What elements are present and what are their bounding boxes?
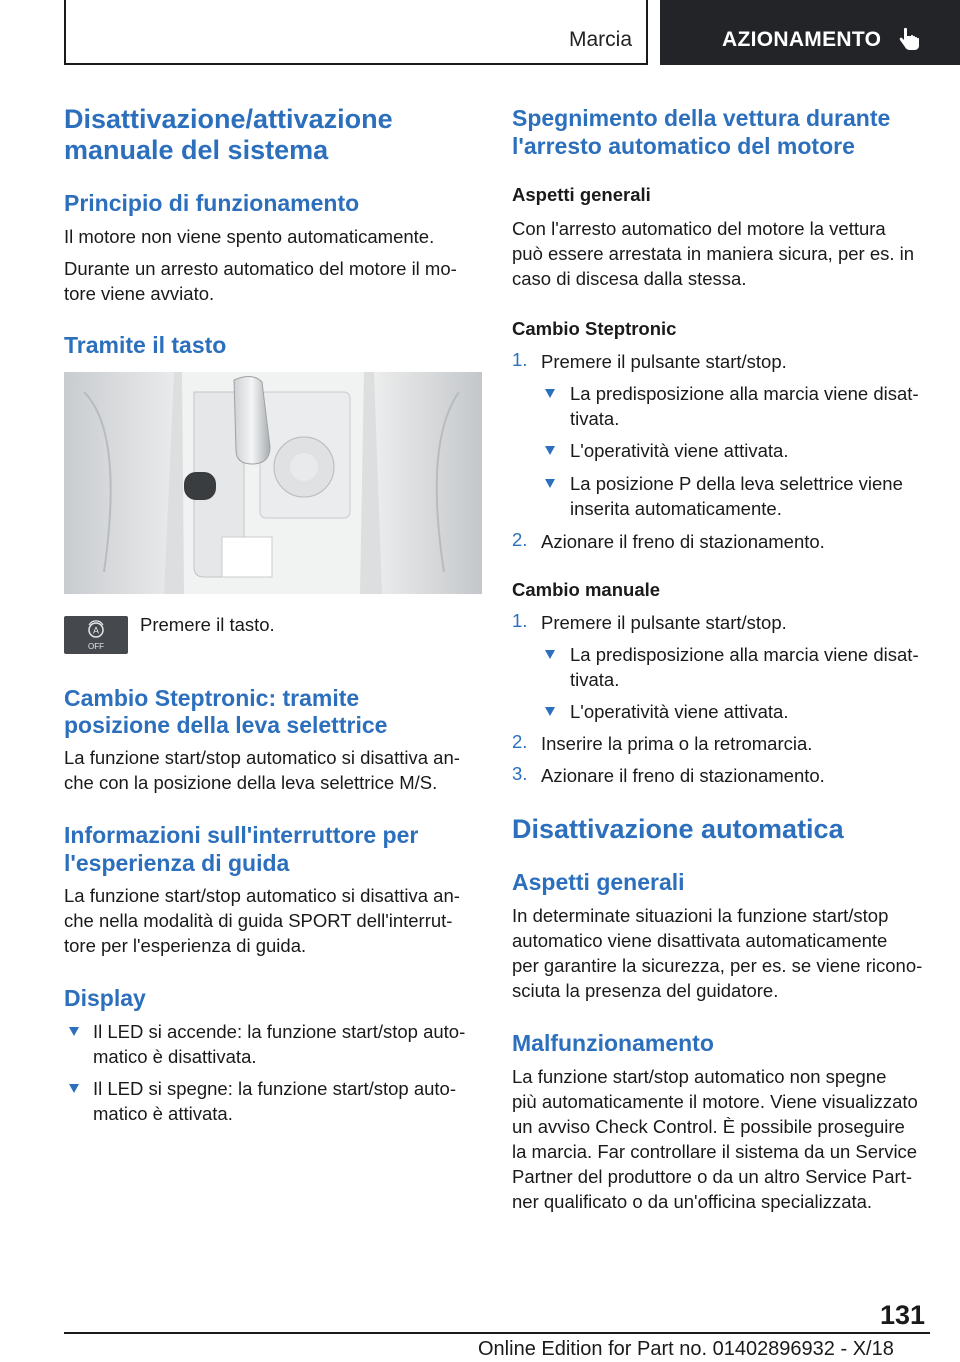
header-section-title: Marcia bbox=[568, 28, 632, 51]
paragraph-aspetti2-1: In determinate situazioni la funzione start/stop bbox=[512, 905, 889, 926]
bullet-triangle-icon bbox=[69, 1027, 79, 1036]
paragraph-info-1: La funzione start/stop automatico si disattiva an- bbox=[64, 885, 460, 906]
manuale-sub-1-line-1: La predisposizione alla marcia viene disat- bbox=[570, 644, 919, 665]
heading-cambio-2: posizione della leva selettrice bbox=[64, 712, 388, 738]
heading-malfunzionamento: Malfunzionamento bbox=[512, 1030, 714, 1056]
steptronic-sub-1-line-1: La predisposizione alla marcia viene disat- bbox=[570, 383, 919, 404]
manuale-sub-2-line-1: L'operatività viene attivata. bbox=[570, 701, 789, 722]
paragraph-aspetti2-4: sciuta la presenza del guidatore. bbox=[512, 980, 779, 1001]
manuale-step-2: Inserire la prima o la retromarcia. bbox=[541, 733, 813, 754]
bullet-triangle-icon bbox=[545, 650, 555, 659]
footer-divider bbox=[64, 1332, 930, 1334]
manuale-step-3: Azionare il freno di stazionamento. bbox=[541, 765, 825, 786]
paragraph-malf-3: un avviso Check Control. È possibile proseguire bbox=[512, 1116, 905, 1137]
svg-text:OFF: OFF bbox=[88, 642, 104, 651]
steptronic-sub-1-line-2: tivata. bbox=[570, 408, 620, 429]
page-number: 131 bbox=[880, 1300, 926, 1330]
heading-disattivazione-automatica: Disattivazione automatica bbox=[512, 814, 844, 844]
paragraph-principio-1: Il motore non viene spento automaticamente. bbox=[64, 226, 435, 247]
display-item-1-line-2: matico è disattivata. bbox=[93, 1046, 257, 1067]
manuale-step-1: Premere il pulsante start/stop. bbox=[541, 612, 787, 633]
page-header bbox=[0, 0, 960, 66]
heading-spegnimento-2: l'arresto automatico del motore bbox=[512, 133, 855, 159]
bullet-triangle-icon bbox=[545, 446, 555, 455]
manuale-sub-1-line-2: tivata. bbox=[570, 669, 620, 690]
steptronic-sub-2-line-1: L'operatività viene attivata. bbox=[570, 440, 789, 461]
paragraph-cambio-1: La funzione start/stop automatico si disattiva an- bbox=[64, 747, 460, 768]
button-caption: Premere il tasto. bbox=[140, 614, 275, 635]
steptronic-step-1: Premere il pulsante start/stop. bbox=[541, 351, 787, 372]
heading-info-1: Informazioni sull'interruttore per bbox=[64, 822, 419, 848]
paragraph-aspetti-1: Con l'arresto automatico del motore la vettura bbox=[512, 218, 886, 239]
paragraph-malf-6: ner qualificato o da un'officina specializzata. bbox=[512, 1191, 873, 1212]
steptronic-step-2: Azionare il freno di stazionamento. bbox=[541, 531, 825, 552]
heading-principio: Principio di funzionamento bbox=[64, 190, 360, 216]
heading-spegnimento-1: Spegnimento della vettura durante bbox=[512, 105, 891, 131]
heading-display: Display bbox=[64, 985, 146, 1011]
subheading-cambio-manuale: Cambio manuale bbox=[512, 579, 661, 600]
paragraph-cambio-2: che con la posizione della leva selettrice M/S. bbox=[64, 772, 438, 793]
hand-pointer-icon bbox=[896, 26, 922, 52]
paragraph-info-2: che nella modalità di guida SPORT dell'interrut- bbox=[64, 910, 453, 931]
display-item-1-line-1: Il LED si accende: la funzione start/stop auto- bbox=[93, 1021, 466, 1042]
step-number: 1. bbox=[512, 610, 528, 631]
steptronic-sub-3-line-2: inserita automaticamente. bbox=[570, 498, 782, 519]
display-item-2-line-1: Il LED si spegne: la funzione start/stop auto- bbox=[93, 1078, 457, 1099]
paragraph-aspetti2-3: per garantire la sicurezza, per es. se viene ricono- bbox=[512, 955, 923, 976]
heading-cambio-1: Cambio Steptronic: tramite bbox=[64, 685, 360, 711]
paragraph-malf-1: La funzione start/stop automatico non spegne bbox=[512, 1066, 887, 1087]
heading-disattivazione: Disattivazione/attivazione manuale del sistema bbox=[64, 104, 393, 165]
header-section-box bbox=[64, 0, 648, 65]
bullet-triangle-icon bbox=[545, 389, 555, 398]
bullet-triangle-icon bbox=[545, 707, 555, 716]
header-chapter-label: AZIONAMENTO bbox=[722, 28, 882, 51]
header-chapter-tab bbox=[660, 0, 960, 65]
gear-selector-console-illustration bbox=[64, 372, 482, 594]
console-photo bbox=[64, 372, 482, 594]
steptronic-sub-3-line-1: La posizione P della leva selettrice viene bbox=[570, 473, 903, 494]
auto-start-stop-off-icon bbox=[64, 616, 128, 654]
paragraph-info-3: tore per l'esperienza di guida. bbox=[64, 935, 307, 956]
bullet-triangle-icon bbox=[69, 1084, 79, 1093]
bullet-triangle-icon bbox=[545, 479, 555, 488]
step-number: 2. bbox=[512, 529, 528, 550]
heading-info-2: l'esperienza di guida bbox=[64, 850, 290, 876]
step-number: 1. bbox=[512, 349, 528, 370]
footer-edition-text: Online Edition for Part no. 01402896932 - X/18 bbox=[478, 1338, 894, 1360]
step-number: 3. bbox=[512, 763, 528, 784]
paragraph-malf-2: più automaticamente il motore. Viene visualizzato bbox=[512, 1091, 918, 1112]
paragraph-malf-4: la marcia. Far controllare il sistema da un Service bbox=[512, 1141, 918, 1162]
heading-tramite: Tramite il tasto bbox=[64, 332, 227, 358]
svg-text:A: A bbox=[92, 625, 100, 636]
paragraph-aspetti2-2: automatico viene disattivata automaticamente bbox=[512, 930, 888, 951]
paragraph-aspetti-3: caso di discesa dalla stessa. bbox=[512, 268, 747, 289]
paragraph-principio-2b: tore viene avviato. bbox=[64, 283, 215, 304]
step-number: 2. bbox=[512, 731, 528, 752]
auto-start-stop-off-button-image bbox=[64, 616, 128, 654]
paragraph-principio-2a: Durante un arresto automatico del motore il mo- bbox=[64, 258, 457, 279]
subheading-aspetti-generali: Aspetti generali bbox=[512, 184, 651, 205]
paragraph-malf-5: Partner del produttore o da un altro Service Part- bbox=[512, 1166, 913, 1187]
display-item-2-line-2: matico è attivata. bbox=[93, 1103, 233, 1124]
heading-aspetti-generali-2: Aspetti generali bbox=[512, 869, 685, 895]
paragraph-aspetti-2: può essere arrestata in maniera sicura, per es. in bbox=[512, 243, 915, 264]
subheading-cambio-steptronic: Cambio Steptronic bbox=[512, 318, 677, 339]
